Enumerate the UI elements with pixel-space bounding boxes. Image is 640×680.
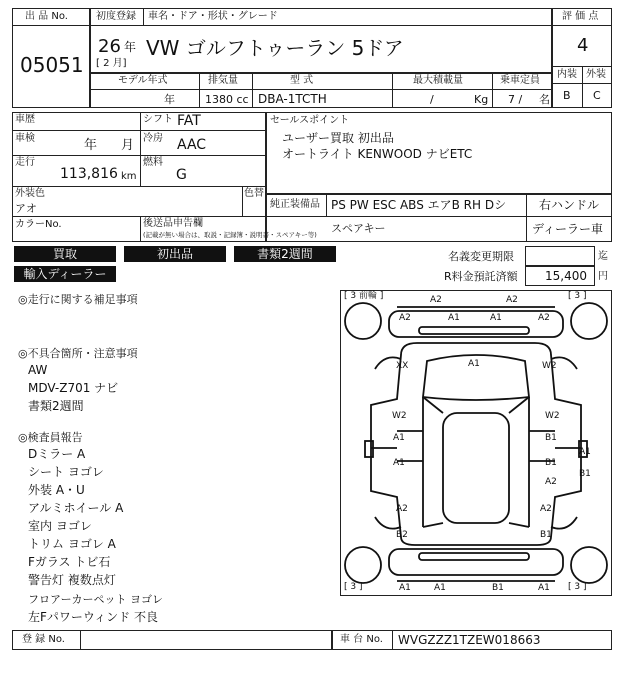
sales-point-label: セールスポイント [270,115,350,126]
badge-first-listing: 初出品 [124,246,226,262]
registration-number-label: 登 録 No. [22,634,65,645]
damage-mark: A2 [396,504,408,514]
recycle-value: 15,400 [545,269,587,283]
shift-label: シフト [143,114,173,125]
exterior-grade: C [593,89,601,102]
damage-mark: XX [396,361,409,371]
inspector-item: フロアーカーペット ヨゴレ [28,593,163,606]
damage-mark: A1 [468,359,480,369]
spare-key: スペアキー [331,222,386,235]
name-change-label: 名義変更期限 [448,250,514,263]
equipment-label: 純正装備品 [270,199,320,210]
history-label: 車歴 [15,114,35,125]
chassis-number-label: 車 台 No. [340,634,383,645]
damage-mark: A2 [540,504,552,514]
max-load-unit: Kg [474,93,489,106]
max-load-slash: / [430,93,434,106]
interior-grade: B [563,89,571,102]
capacity-unit: 名 [539,93,550,106]
inspector-item: 警告灯 複数点灯 [28,573,116,587]
color-change-label: 色替 [244,188,264,199]
damage-mark: A1 [490,313,502,323]
damage-mark: B1 [492,583,504,593]
color-label: 外装色 [15,188,45,199]
fuel-value: G [176,167,187,183]
steering-value: 右ハンドル [539,198,600,212]
defect-item: AW [28,363,48,377]
displacement: 1380 cc [205,93,249,106]
badge-buyback: 買取 [14,246,116,262]
damage-mark: A2 [506,295,518,305]
name-change-box [525,246,595,266]
ac-label: 冷房 [143,133,163,144]
color-value: アオ [15,202,37,215]
aftermarket-label: 後送品申告欄 [143,218,203,229]
tire-label-front-left: [ 3 前輪 ] [344,291,384,301]
damage-mark: A2 [430,295,442,305]
damage-mark: B1 [579,469,591,479]
fuel-label: 燃料 [143,157,163,168]
inspection-label: 車検 [15,133,35,144]
name-change-unit: 迄 [598,251,608,262]
aftermarket-note: (記載が無い場合は、取説・記録簿・説明書・スペアキー等) [143,231,317,239]
damage-mark: B2 [396,530,408,540]
grade-label: 評 価 点 [562,11,599,22]
tire-label-front-right: [ 3 ] [568,291,587,301]
recycle-label: R料金預託済額 [444,270,518,283]
damage-mark: A1 [434,583,446,593]
sales-point-line-2: オートライト KENWOOD ナビETC [282,147,473,161]
damage-mark: A2 [545,477,557,487]
capacity-value: 7 / [508,93,523,106]
exterior-label: 外装 [586,69,606,80]
inspector-item: シート ヨゴレ [28,465,104,479]
damage-mark: A1 [538,583,550,593]
inspector-item: 室内 ヨゴレ [28,519,92,533]
defects-label: ◎不具合箇所・注意事項 [18,347,138,360]
damage-mark: A1 [399,583,411,593]
overall-grade: 4 [577,35,589,56]
registration-year-unit: 年 [124,40,137,54]
model-year-unit: 年 [164,93,175,106]
damage-mark: W2 [542,361,557,371]
inspector-label: ◎検査員報告 [18,431,83,444]
damage-mark: B1 [545,458,557,468]
chassis-number: WVGZZZ1TZEW018663 [398,633,541,647]
lot-number-label: 出 品 No. [25,11,68,22]
damage-mark: W2 [545,411,560,421]
ac-value: AAC [177,137,207,153]
sales-point-line-1: ユーザー買取 初出品 [282,131,394,145]
damage-mark: A2 [538,313,550,323]
condition-diagram [340,290,612,596]
registration-year: 26 [98,36,121,57]
mileage-label: 走行 [15,157,35,168]
mileage-value: 113,816 [60,166,118,182]
damage-mark: B1 [540,530,552,540]
interior-label: 内装 [557,69,577,80]
type-label: 型 式 [290,75,314,86]
capacity-label: 乗車定員 [500,75,540,86]
car-name-label: 車名・ドア・形状・グレード [148,11,278,22]
inspection-month: 月 [121,138,135,153]
shift-value: FAT [177,113,201,129]
damage-mark: A2 [399,313,411,323]
dealer-car: ディーラー車 [532,222,604,236]
inspector-item: 外装 A・U [28,483,85,497]
inspector-item: アルミホイール A [28,501,124,515]
equipment-value: PS PW ESC ABS エアB RH Dシ [331,198,507,212]
first-registration-label: 初度登録 [96,11,136,22]
damage-mark: A1 [579,447,591,457]
registration-month: [ 2 月] [96,58,127,69]
defect-item: MDV-Z701 ナビ [28,381,119,395]
tire-label-rear-left: [ 3 ] [344,582,363,592]
inspector-item: トリム ヨゴレ A [28,537,116,551]
car-outline-drawing [341,291,611,595]
inspector-item: 左Fパワーウィンド 不良 [28,610,158,624]
badge-import-dealer: 輸入ディーラー [14,266,116,282]
recycle-unit: 円 [598,271,608,282]
damage-mark: A1 [448,313,460,323]
damage-mark: A1 [393,458,405,468]
mileage-unit: km [121,171,137,182]
lot-number: 05051 [20,53,84,77]
model-type: DBA-1TCTH [258,92,327,106]
inspector-item: Fガラス トビ石 [28,555,111,569]
inspector-item: Dミラー A [28,447,86,461]
tire-label-rear-right: [ 3 ] [568,582,587,592]
max-load-label: 最大積載量 [413,75,463,86]
car-name: VW ゴルフトゥーラン 5ドア [146,36,404,60]
displacement-label: 排気量 [208,75,238,86]
defect-item: 書類2週間 [28,399,84,413]
damage-mark: W2 [392,411,407,421]
driving-notes-label: ◎走行に関する補足事項 [18,293,138,306]
color-number-label: カラーNo. [15,219,62,230]
model-year-label: モデル年式 [118,75,168,86]
inspection-year: 年 [84,138,98,153]
badge-documents: 書類2週間 [234,246,336,262]
damage-mark: A1 [393,433,405,443]
damage-mark: B1 [545,433,557,443]
